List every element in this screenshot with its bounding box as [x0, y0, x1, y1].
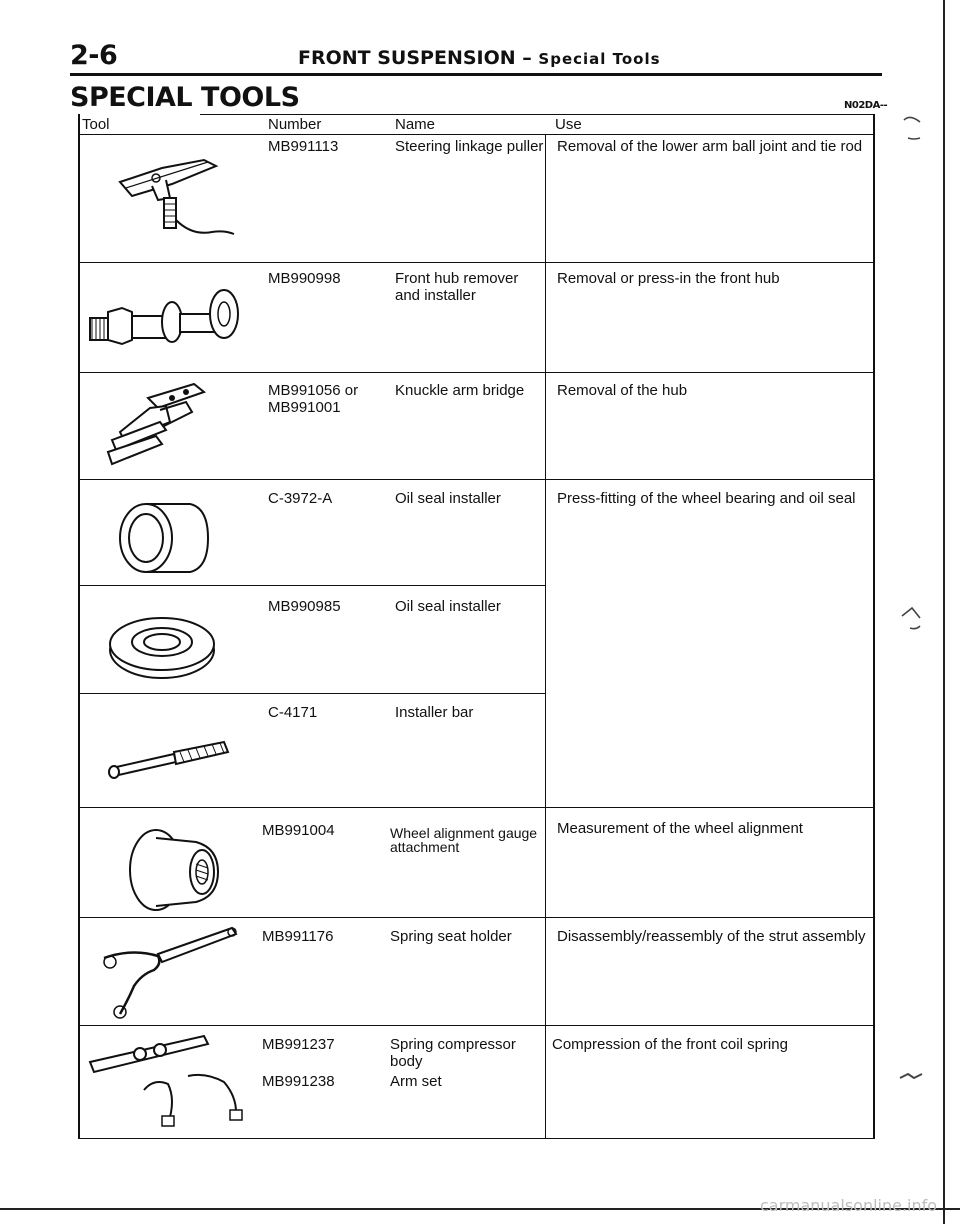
tool-name: Oil seal installer — [395, 490, 501, 507]
column-divider — [545, 134, 546, 1139]
table-frame-right — [873, 114, 875, 1139]
row-rule — [78, 585, 545, 586]
front-hub-remover-icon — [86, 282, 246, 362]
page-title: SPECIAL TOOLS — [70, 82, 300, 113]
scan-mark — [898, 598, 928, 638]
oil-seal-installer-ring-icon — [104, 610, 220, 684]
row-rule — [78, 1138, 875, 1139]
row-rule — [78, 1025, 875, 1026]
knuckle-arm-bridge-icon — [100, 378, 220, 474]
section-title: FRONT SUSPENSION — [298, 47, 516, 69]
row-rule — [78, 479, 875, 480]
header-rule — [70, 73, 882, 76]
tool-name: Spring compressor body — [390, 1036, 516, 1070]
column-header-use: Use — [555, 116, 582, 133]
tool-number: MB991056 or MB991001 — [268, 382, 359, 416]
installer-bar-icon — [104, 740, 234, 780]
tool-name: Installer bar — [395, 704, 474, 721]
column-header-tool: Tool — [82, 116, 110, 133]
row-rule — [78, 917, 875, 918]
tool-number: MB991004 — [262, 822, 335, 839]
tool-use: Removal or press-in the front hub — [557, 270, 780, 287]
watermark: carmanualsonline.info — [760, 1196, 938, 1215]
tool-name: Wheel alignment gauge attachment — [390, 825, 538, 855]
spring-seat-holder-icon — [92, 924, 242, 1020]
tool-use: Compression of the front coil spring — [552, 1036, 788, 1053]
column-header-name: Name — [395, 116, 436, 133]
dash: – — [522, 47, 532, 69]
row-rule — [78, 807, 875, 808]
subsection-title: Special Tools — [538, 50, 661, 68]
tool-use: Removal of the hub — [557, 382, 688, 399]
tool-name: Spring seat holder — [390, 928, 512, 945]
tool-number: C-4171 — [268, 704, 318, 721]
spring-compressor-icon — [84, 1030, 254, 1130]
oil-seal-installer-icon — [112, 498, 222, 578]
table-frame-left — [78, 114, 80, 1139]
table-top-rule — [200, 114, 875, 115]
row-rule — [78, 372, 875, 373]
tool-number: MB990998 — [268, 270, 341, 287]
tool-name: Steering linkage puller — [395, 138, 544, 155]
tool-number: MB991113 — [268, 138, 339, 155]
scan-mark — [898, 112, 928, 152]
running-head — [298, 47, 661, 69]
column-header-number: Number — [268, 116, 322, 133]
tool-number: C-3972-A — [268, 490, 333, 507]
page-number: 2-6 — [70, 40, 118, 71]
tool-name: Front hub remover and installer — [395, 270, 519, 304]
tool-name: Knuckle arm bridge — [395, 382, 525, 399]
right-margin-rule — [943, 0, 945, 1224]
tool-use: Press-fitting of the wheel bearing and oil seal — [557, 490, 856, 507]
steering-linkage-puller-icon — [112, 140, 242, 250]
tool-number: MB991237 — [262, 1036, 335, 1053]
row-rule — [78, 693, 545, 694]
tool-use: Disassembly/reassembly of the strut assembly — [557, 928, 866, 945]
row-rule — [78, 262, 875, 263]
doc-code: N02DA-- — [844, 100, 888, 111]
wheel-alignment-gauge-attachment-icon — [126, 822, 226, 912]
tool-number: MB990985 — [268, 598, 341, 615]
tool-number: MB991238 — [262, 1073, 335, 1090]
tool-name: Oil seal installer — [395, 598, 501, 615]
tool-number: MB991176 — [262, 928, 334, 945]
table-header-rule — [78, 134, 875, 135]
tool-use: Removal of the lower arm ball joint and tie rod — [557, 138, 863, 155]
tool-name: Arm set — [390, 1073, 442, 1090]
scan-mark — [898, 1066, 928, 1086]
tool-use: Measurement of the wheel alignment — [557, 820, 803, 837]
